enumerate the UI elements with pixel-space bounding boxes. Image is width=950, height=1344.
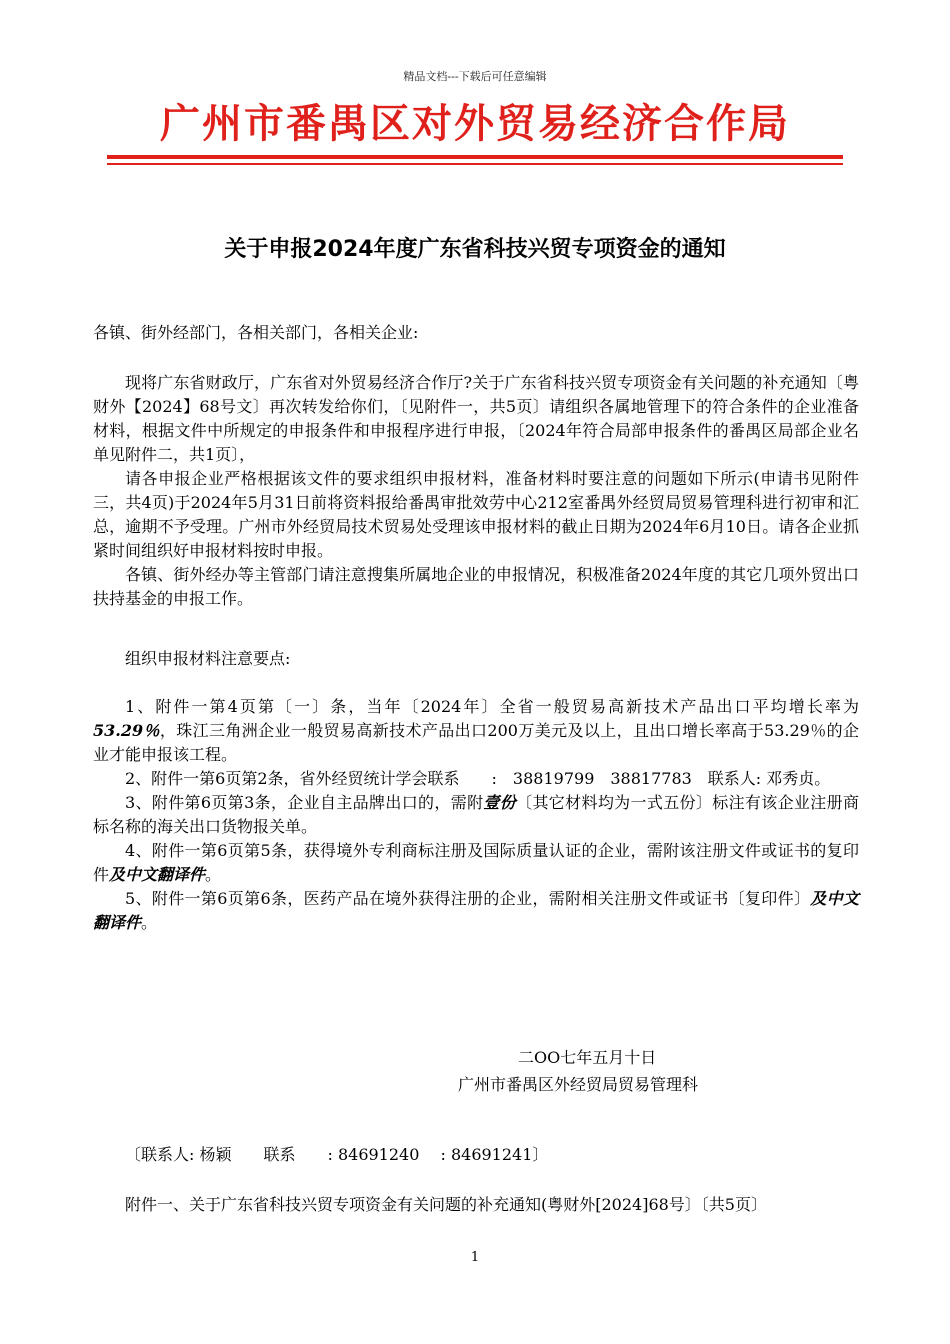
contact-info	[93, 1143, 859, 1167]
paragraph-3: 各镇、街外经办等主管部门请注意搜集所属地企业的申报情况，积极准备2024年度的其它几项外贸出口扶持基金的申报工作。	[93, 565, 859, 608]
point-1: 1、附件一第4页第〔一〕条，当年〔2024年〕全省一般贸易高新技术产品出口平均增长率为53.29％，珠江三角洲企业一般贸易高新技术产品出口200万美元及以上，且出口增长率高于53.29％的企业才能申报该工程。	[93, 697, 859, 764]
point-2: 2、附件一第6页第2条，省外经贸统计学会联系 : 38819799 38817783 联系人: 邓秀贞。	[125, 769, 831, 788]
contact-line: 〔联系人: 杨颖 联系 : 84691240 : 84691241〕	[125, 1145, 549, 1164]
signature-date: 二OO七年五月十日	[518, 1048, 657, 1067]
signature-organization: 广州市番禺区外经贸局贸易管理科	[458, 1075, 699, 1094]
point-5: 5、附件一第6页第6条，医药产品在境外获得注册的企业，需附相关注册文件或证书〔复印件〕及中文翻译件。	[93, 889, 859, 932]
body-paragraphs	[93, 371, 859, 611]
points-list	[93, 695, 859, 935]
red-divider-thin	[107, 163, 843, 165]
point-4: 4、附件一第6页第5条，获得境外专利商标注册及国际质量认证的企业，需附该注册文件或证书的复印件及中文翻译件。	[93, 841, 859, 884]
attachment-info	[93, 1193, 859, 1217]
header-note: 精品文档---下载后可任意编辑	[403, 70, 547, 83]
growth-rate-emphasis: 53.29％	[93, 721, 160, 740]
paragraph-1: 现将广东省财政厅，广东省对外贸易经济合作厅?关于广东省科技兴贸专项资金有关问题的补充通知〔粤财外【2024】68号文〕再次转发给你们，〔见附件一，共5页〕请组织各属地管理下的符合条件的企业准备材料，根据文件中所规定的申报条件和申报程序进行申报，〔2024年符合局部申报条件的番禺区局部企业名单见附件二，共1页〕，	[93, 373, 859, 464]
one-copy-emphasis: 壹份	[483, 793, 517, 812]
attachment-line: 附件一、关于广东省科技兴贸专项资金有关问题的补充通知(粤财外[2024]68号〕〔共5页〕	[125, 1195, 767, 1214]
document-title: 关于申报2024年度广东省科技兴贸专项资金的通知	[224, 237, 726, 262]
organization-title: 广州市番禺区对外贸易经济合作局	[160, 101, 790, 147]
point-3: 3、附件第6页第3条，企业自主品牌出口的，需附壹份〔其它材料均为一式五份〕标注有该企业注册商标名称的海关出口货物报关单。	[93, 793, 859, 836]
points-heading	[93, 647, 859, 671]
translation-emphasis: 及中文翻译件	[109, 865, 206, 884]
paragraph-2: 请各申报企业严格根据该文件的要求组织申报材料，准备材料时要注意的问题如下所示(申请书见附件三，共4页)于2024年5月31日前将资料报给番禺审批效劳中心212室番禺外经贸局贸易管理科进行初审和汇总，逾期不予受理。广州市外经贸局技术贸易处受理该申报材料的截止日期为2024年6月10日。请各企业抓紧时间组织好申报材料按时申报。	[93, 469, 859, 560]
points-title: 组织申报材料注意要点:	[125, 649, 291, 668]
salutation-text: 各镇、街外经部门，各相关部门，各相关企业:	[93, 323, 419, 342]
red-divider-thick	[107, 155, 843, 159]
page-number: 1	[470, 1250, 480, 1265]
translation-emphasis: 及中文翻译件	[93, 889, 859, 932]
salutation	[93, 321, 859, 345]
